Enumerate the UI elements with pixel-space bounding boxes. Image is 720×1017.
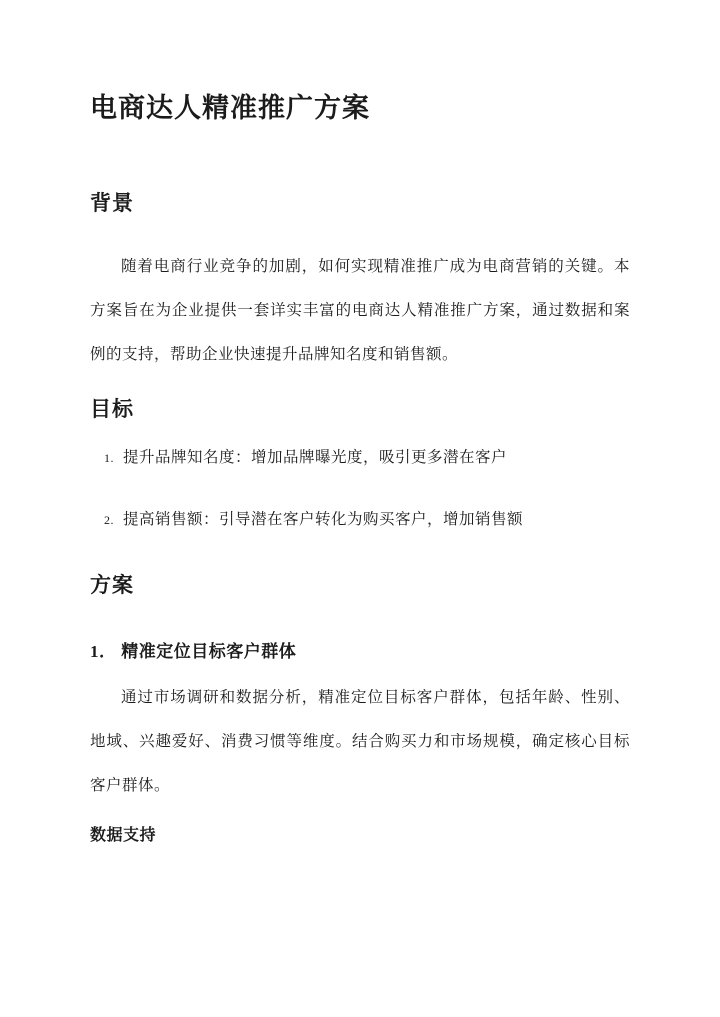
goals-list <box>104 445 630 529</box>
subsection-heading-target-customers: 1． 精准定位目标客户群体 <box>90 642 297 661</box>
list-item-text: 提高销售额：引导潜在客户转化为购买客户，增加销售额 <box>123 511 524 528</box>
list-item <box>104 507 630 529</box>
target-customers-paragraph: 通过市场调研和数据分析，精准定位目标客户群体，包括年龄、性别、地域、兴趣爱好、消费习惯等维度。结合购买力和市场规模，确定核心目标客户群体。 <box>90 689 630 794</box>
list-item-number: 2. <box>104 513 114 527</box>
section-heading-plan: 方案 <box>90 573 134 597</box>
list-item-number: 1. <box>104 451 114 465</box>
background-paragraph: 随着电商行业竞争的加剧，如何实现精准推广成为电商营销的关键。本方案旨在为企业提供一套详实丰富的电商达人精准推广方案，通过数据和案例的支持，帮助企业快速提升品牌知名度和销售额。 <box>90 258 630 363</box>
list-item-text: 提升品牌知名度：增加品牌曝光度，吸引更多潜在客户 <box>123 449 508 466</box>
list-item <box>104 445 630 467</box>
section-heading-goals: 目标 <box>90 397 134 421</box>
section-heading-background: 背景 <box>90 191 134 215</box>
subsection-heading-data-support: 数据支持 <box>90 827 157 844</box>
document-title: 电商达人精准推广方案 <box>90 93 370 123</box>
